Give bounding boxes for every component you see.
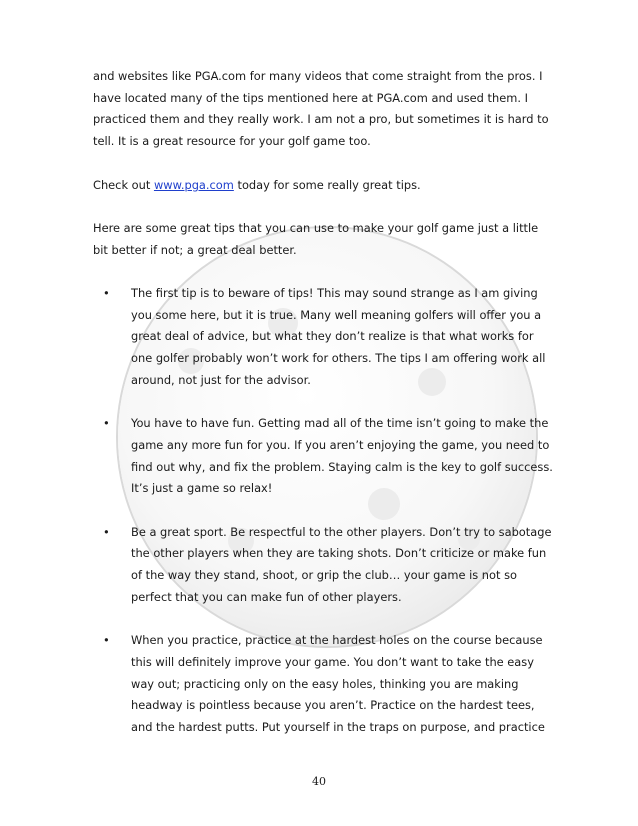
tips-list [93,283,553,739]
list-item [93,630,553,739]
bullet-icon: • [103,633,110,648]
intro-paragraph: and websites like PGA.com for many videos that come straight from the pros. I have located many of the tips mentioned here at PGA.com and used them. I practiced them and they really work. I am not a pro, but sometimes it is hard to tell. It is a great resource for your golf game too. [93,69,549,149]
checkout-paragraph [93,175,553,197]
page-number: 40 [312,775,326,788]
tips-intro-paragraph: Here are some great tips that you can use to make your golf game just a little bit better if not; a great deal better. [93,220,539,257]
bullet-icon: • [103,416,110,431]
list-item [93,413,553,500]
list-item [93,522,553,609]
tip-text: Be a great sport. Be respectful to the other players. Don’t try to sabotage the other players when they are taking shots. Don’t criticize or make fun of the way they stand, shoot, or grip the club… your game is not so perfect that you can make fun of other players. [131,524,552,604]
document-body [93,66,553,760]
checkout-text-after: today for some really great tips. [233,177,421,192]
list-item [93,283,553,392]
tip-text: The first tip is to beware of tips! This may sound strange as I am giving you some here, but it is true. Many well meaning golfers will offer you a great deal of advice, but what they don’t realize is that what works for one golfer probably won’t work for others. The tips I am offering work all around, not just for the advisor. [131,285,546,387]
tip-text: When you practice, practice at the hardest holes on the course because this will definitely improve your game. You don’t want to take the easy way out; practicing only on the easy holes, thinking you are making headway is pointless because you aren’t. Practice on the hardest tees, and the hardest putts. Put yourself in the traps on purpose, and practice [131,633,545,734]
bullet-icon: • [103,285,110,300]
checkout-text-before: Check out [93,177,154,192]
tip-text: You have to have fun. Getting mad all of the time isn’t going to make the game any more fun for you. If you aren’t enjoying the game, you need to find out why, and fix the problem. Staying calm is the key to golf success. It’s just a game so relax! [131,416,553,496]
pga-link[interactable]: www.pga.com [153,177,234,192]
bullet-icon: • [103,524,110,539]
